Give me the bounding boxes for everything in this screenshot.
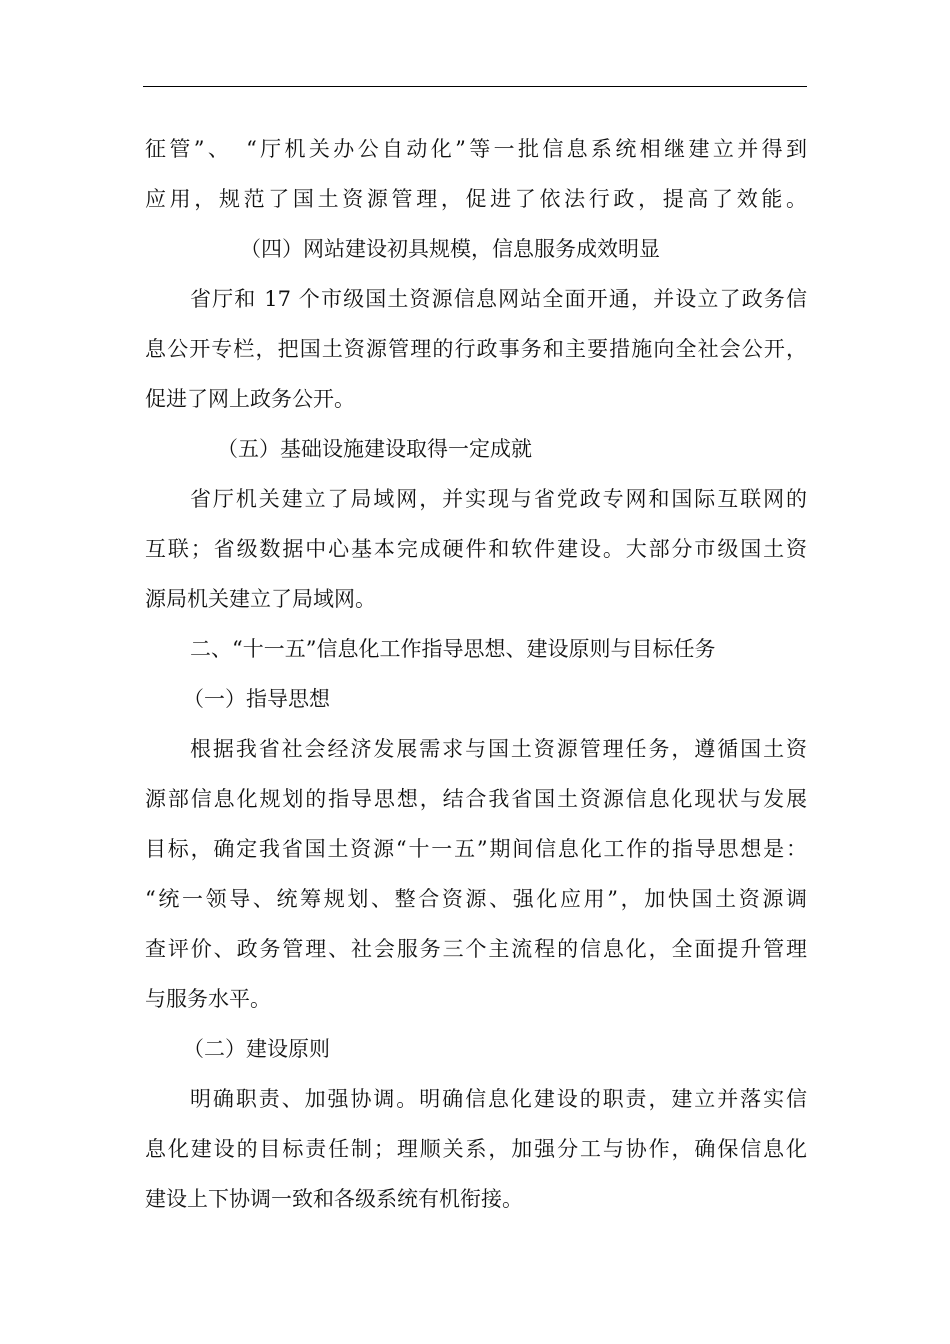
text-line-18: 与服务水平。	[145, 987, 271, 1011]
text-line-15: 目标，确定我省国土资源“十一五”期间信息化工作的指导思想是：	[145, 837, 807, 861]
chapter-heading-2: 二、“十一五”信息化工作指导思想、建设原则与目标任务	[190, 637, 716, 661]
text-line-20: 明确职责、加强协调。明确信息化建设的职责，建立并落实信	[190, 1087, 807, 1111]
text-line-21: 息化建设的目标责任制；理顺关系，加强分工与协作，确保信息化	[145, 1137, 807, 1161]
text-line-9: 互联；省级数据中心基本完成硬件和软件建设。大部分市级国土资	[145, 537, 807, 561]
section-heading-4: （四）网站建设初具规模，信息服务成效明显	[240, 237, 660, 261]
text-line-6: 促进了网上政务公开。	[145, 387, 355, 411]
text-line-4: 省厅和 17 个市级国土资源信息网站全面开通，并设立了政务信	[190, 287, 807, 311]
section-heading-5: （五）基础设施建设取得一定成就	[217, 437, 532, 461]
text-line-14: 源部信息化规划的指导思想，结合我省国土资源信息化现状与发展	[145, 787, 807, 811]
section-heading-1: （一）指导思想	[183, 687, 330, 711]
text-line-10: 源局机关建立了局域网。	[145, 587, 376, 611]
text-line-8: 省厅机关建立了局域网，并实现与省党政专网和国际互联网的	[190, 487, 807, 511]
section-heading-2: （二）建设原则	[183, 1037, 330, 1061]
text-line-22: 建设上下协调一致和各级系统有机衔接。	[145, 1187, 523, 1211]
text-line-5: 息公开专栏，把国土资源管理的行政事务和主要措施向全社会公开，	[145, 337, 807, 361]
header-rule	[143, 86, 807, 87]
text-line-2: 应用，规范了国土资源管理，促进了依法行政，提高了效能。	[145, 187, 807, 211]
text-line-13: 根据我省社会经济发展需求与国土资源管理任务，遵循国土资	[190, 737, 807, 761]
text-line-16: “统一领导、统筹规划、整合资源、强化应用”，加快国土资源调	[145, 887, 807, 911]
text-line-17: 查评价、政务管理、社会服务三个主流程的信息化，全面提升管理	[145, 937, 807, 961]
text-line-1: 征管”、 “厅机关办公自动化”等一批信息系统相继建立并得到	[145, 137, 807, 161]
